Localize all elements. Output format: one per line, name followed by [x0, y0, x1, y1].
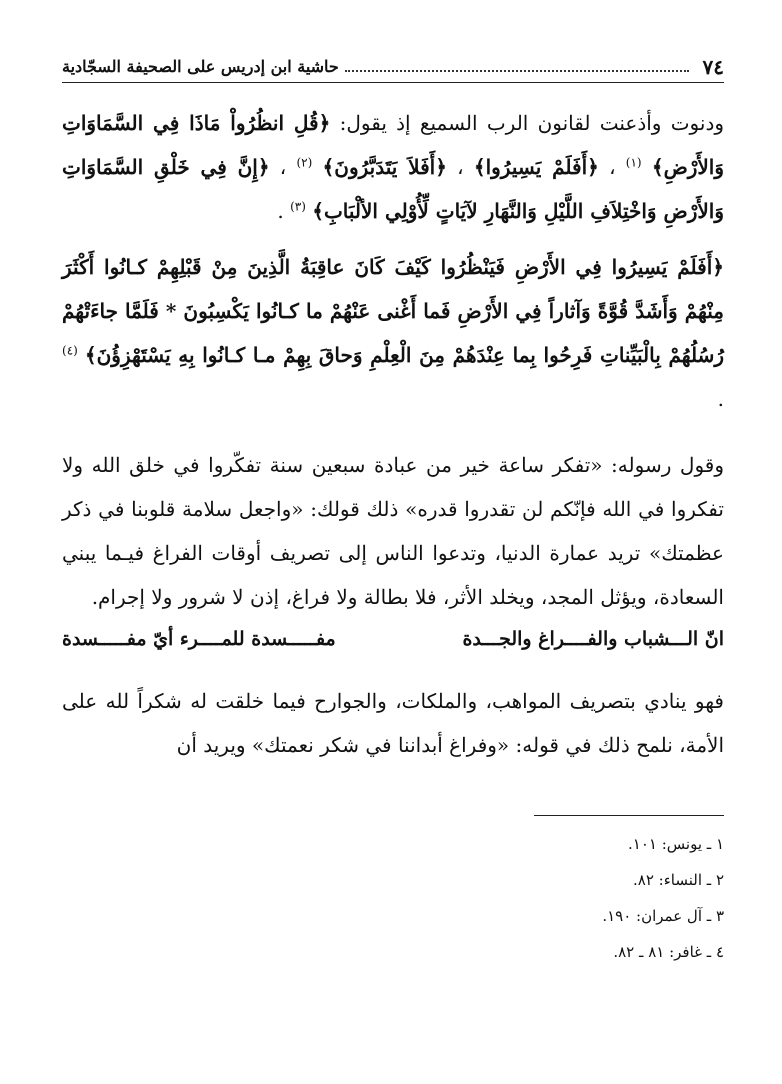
comma-separator: ، — [446, 155, 464, 179]
running-header — [62, 56, 724, 83]
comma-separator: ، — [269, 155, 287, 179]
paragraph-quran-citations — [62, 101, 724, 233]
footnote-item: ٤ ـ غافر: ٨١ ـ ٨٢. — [613, 943, 724, 961]
book-title: حاشية ابن إدريس على الصحيفة السجّادية — [62, 57, 339, 76]
quran-verse-3: ﴿أَفَلاَ يَتَدَبَّرُونَ﴾ — [322, 155, 447, 179]
footnote-ref-1: (١) — [625, 155, 642, 170]
footnote-ref-3: (٣) — [290, 199, 306, 214]
comma-separator: ، — [598, 155, 616, 179]
quran-passage: ﴿أَفَلَمْ يَسِيرُوا فِي الأَرْضِ فَيَنْظُرُوا كَيْفَ كَانَ عاقِبَةُ الَّذِينَ مِنْ قَبْلِهِمْ كـانُوا أَكْثَرَ مِنْهُمْ وَأَشَدَّ قُوَّةً وَآثاراً فِي الأَرْضِ فَما أَغْنى عَنْهُمْ ما كـانُوا يَكْسِبُونَ * فَلَمَّا جاءَتْهُمْ رُسُلُهُمْ بِالْبَيِّناتِ فَرِحُوا بِما عِنْدَهُمْ مِنَ الْعِلْمِ وَحاقَ بِهِمْ مـا كـانُوا بِهِ يَسْتَهْزِؤُنَ﴾ — [62, 255, 725, 367]
period: . — [717, 387, 724, 411]
footnote-item: ٣ ـ آل عمران: ١٩٠. — [602, 907, 724, 925]
page-number: ٧٤ — [702, 55, 724, 79]
intro-text: ودنوت وأذعنت لقانون الرب السميع إذ يقول: — [339, 111, 725, 135]
period: . — [277, 199, 284, 223]
paragraph-text: فهو ينادي بتصريف المواهب، والملكات، والجوارح فيما خلقت له شكراً لله على الأمة، نلمح ذلك في قوله: «وفراغ أبداننا في شكر نعمتك» ويريد أن — [62, 689, 724, 757]
verse-second-hemistich: مفـــــسدة للمــــرء أيّ مفـــــسدة — [62, 628, 336, 650]
header-dotted-leader — [345, 70, 689, 72]
footnote-separator — [534, 815, 724, 816]
quran-verse-1: ﴿قُلِ انظُرُواْ مَاذَا فِي السَّمَاوَاتِ وَالأَرْضِ﴾ — [62, 111, 725, 179]
footnote-item: ١ ـ يونس: ١٠١. — [628, 835, 724, 853]
footnotes-list — [62, 826, 724, 970]
quran-verse-2: ﴿أَفَلَمْ يَسِيرُوا﴾ — [473, 155, 599, 179]
quran-verse-4: ﴿إِنَّ فِي خَلْقِ السَّمَاوَاتِ وَالأَرْضِ وَاخْتِلاَفِ اللَّيْلِ وَالنَّهَارِ لآيَاتٍ لِّأُوْلِي الألْبَابِ﴾ — [62, 155, 724, 223]
paragraph-continuation — [62, 679, 724, 767]
paragraph-hadith — [62, 443, 724, 619]
footnote-ref-2: (٢) — [296, 155, 313, 170]
footnote-ref-4: (٤) — [62, 343, 78, 358]
paragraph-text: وقول رسوله: «تفكر ساعة خير من عبادة سبعين سنة تفكّروا في خلق الله ولا تفكروا في الله فإنّكم لن تقدروا قدره» ذلك قولك: «واجعل سلامة قلوبنا في ذكر عظمتك» تريد عمارة الدنيا، وتدعوا الناس إلى تصريف أوقات الفراغ فيـما يبني السعادة، ويؤثل المجد، ويخلد الأثر، فلا بطالة ولا فراغ، إذن لا شرور ولا إجرام. — [62, 453, 724, 609]
verse-first-hemistich: انّ الـــشباب والفــــراغ والجـــدة — [462, 628, 724, 650]
paragraph-quran-passage — [62, 245, 724, 421]
footnote-item: ٢ ـ النساء: ٨٢. — [633, 871, 724, 889]
poetry-verse — [62, 621, 724, 657]
